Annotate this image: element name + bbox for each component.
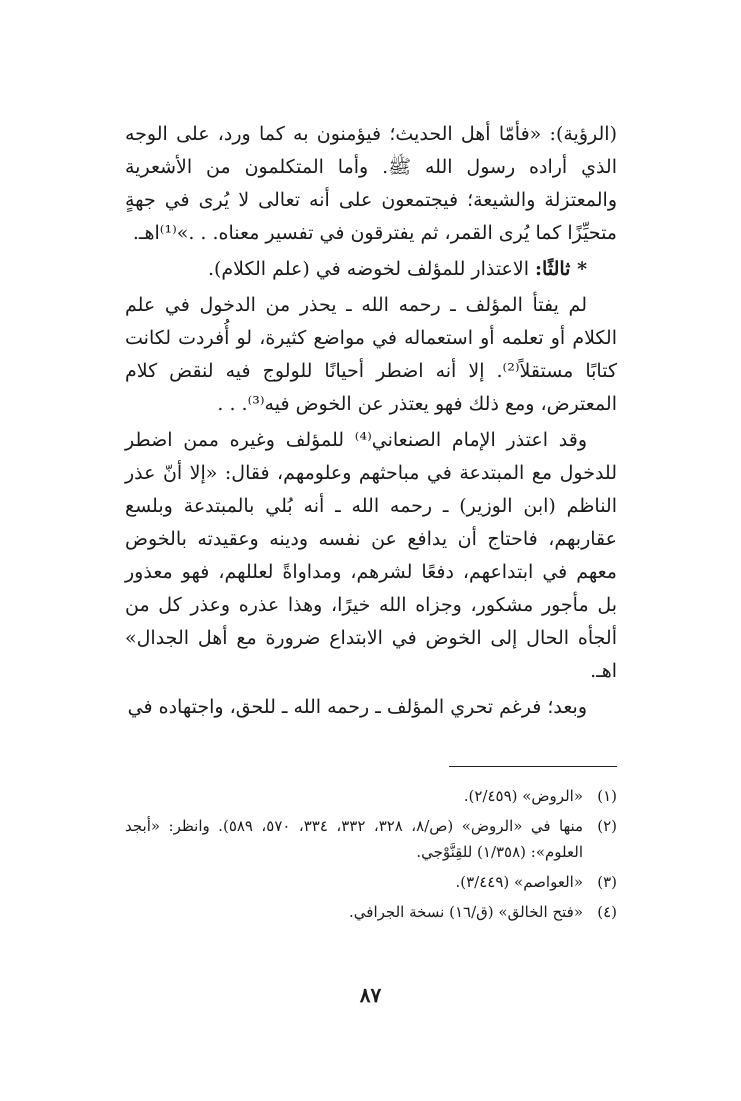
paragraph-5: وبعد؛ فرغم تحري المؤلف ـ رحمه الله ـ للحق، واجتهاده في <box>127 696 587 718</box>
heading-label: * ثالثًا: <box>535 258 587 280</box>
footnote-2 <box>125 813 617 865</box>
footnote-text: «الروض» (٢/٤٥٩). <box>463 787 583 805</box>
footnote-number: (٤) <box>597 903 617 921</box>
footnote-text: «فتح الخالق» (ق/١٦) نسخة الجرافي. <box>349 903 583 921</box>
footnote-number: (٢) <box>597 817 617 835</box>
page-number: ٨٧ <box>359 983 382 1007</box>
footnote-1 <box>125 783 617 809</box>
footnote-number: (٣) <box>597 873 617 891</box>
footnote-4 <box>125 899 617 925</box>
footnote-divider <box>449 766 617 767</box>
footnote-3 <box>125 869 617 895</box>
paragraph-3: لم يفتأ المؤلف ـ رحمه الله ـ يحذر من الدخول في علم الكلام أو تعلمه أو استعماله في مواضع كثيرة، لو أُفردت لكانت كتابًا مستقلاً⁽²⁾. إلا أنه اضطر أحيانًا للولوج فيه لنقض كلام المعترض، ومع ذلك فهو يعتذر عن الخوض فيه⁽³⁾. . . <box>125 294 617 415</box>
paragraph-1: (الرؤية): «فأمّا أهل الحديث؛ فيؤمنون به كما ورد، على الوجه الذي أراده رسول الله ﷺ. وأما المتكلمون من الأشعرية والمعتزلة والشيعة؛ فيجتمعون على أنه تعالى لا يُرى في جهةٍ متحيِّزًا كما يُرى القمر، ثم يفترقون في تفسير معناه. . .»⁽¹⁾اهـ. <box>125 123 617 244</box>
footnote-number: (١) <box>597 787 617 805</box>
page-body <box>125 118 617 929</box>
footnote-text: «العواصم» (٣/٤٤٩). <box>455 873 583 891</box>
paragraph-4: وقد اعتذر الإمام الصنعاني⁽⁴⁾ للمؤلف وغيره ممن اضطر للدخول مع المبتدعة في مباحثهم وعلومهم، فقال: «إلا أنّ عذر الناظم (ابن الوزير) ـ رحمه الله ـ أنه بُلي بالمبتدعة وبلسع عقاربهم، فاحتاج أن يدافع عن نفسه ودينه وعقيدته بالخوض معهم في ابتداعهم، دفعًا لشرهم، ومداواةً لعللهم، فهو معذور بل مأجور مشكور، وجزاه الله خيرًا، وهذا عذره وعذر كل من ألجأه الحال إلى الخوض في الابتداع ضرورة مع أهل الجدال» اهـ. <box>125 429 617 682</box>
heading-text: الاعتذار للمؤلف لخوضه في (علم الكلام). <box>207 258 536 280</box>
section-heading-third <box>125 253 617 286</box>
footnote-text: منها في «الروض» (ص/٨، ٣٢٨، ٣٣٢، ٣٣٤، ٥٧٠، ٥٨٩). وانظر: «أبجد العلوم»: (١/٣٥٨) للقِنَّوْجي. <box>125 817 584 861</box>
